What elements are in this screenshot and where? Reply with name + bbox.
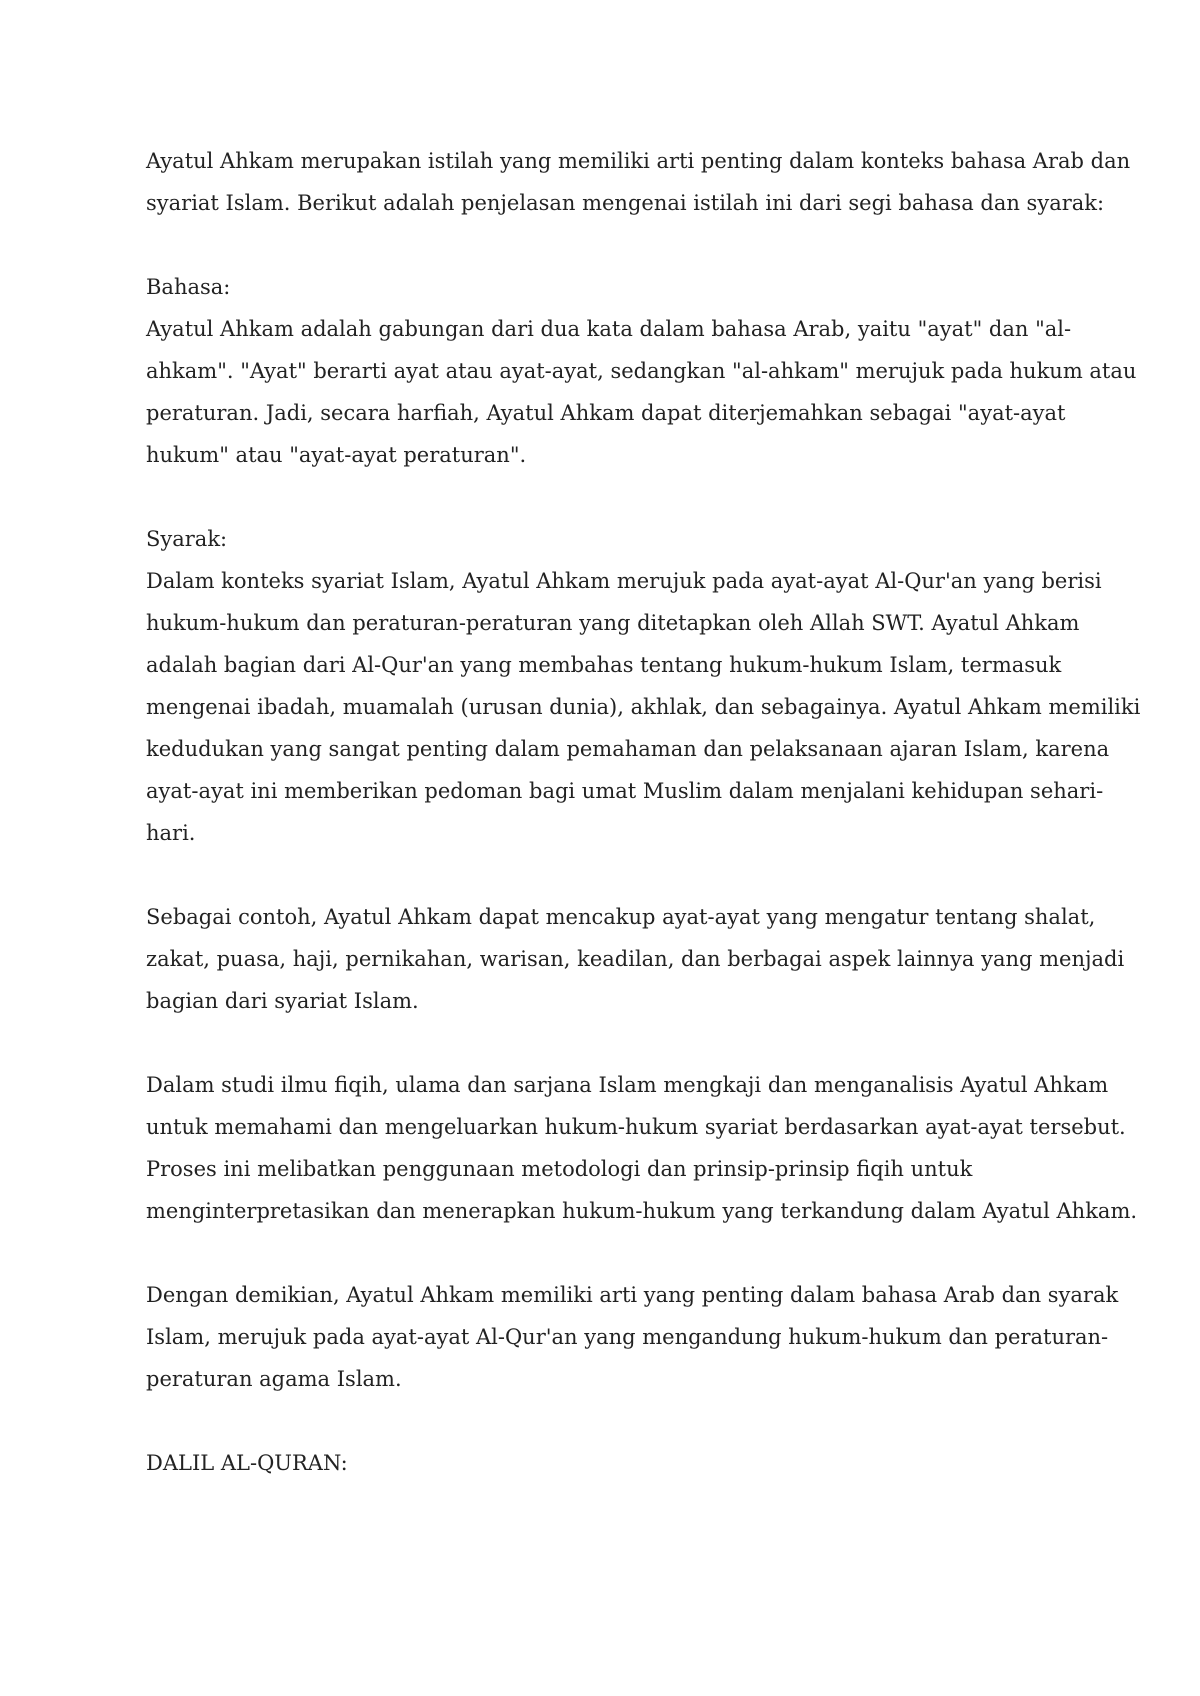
bahasa-line: hukum" atau "ayat-ayat peraturan". <box>146 443 527 467</box>
syarak-line: kedudukan yang sangat penting dalam pemahaman dan pelaksanaan ajaran Islam, karena <box>146 737 1110 761</box>
intro-paragraph <box>146 140 1131 224</box>
contoh-line: Sebagai contoh, Ayatul Ahkam dapat mencakup ayat-ayat yang mengatur tentang shalat, <box>146 905 1096 929</box>
kesimpulan-line: Islam, merujuk pada ayat-ayat Al-Qur'an yang mengandung hukum-hukum dan peraturan- <box>146 1325 1109 1349</box>
intro-line: syariat Islam. Berikut adalah penjelasan mengenai istilah ini dari segi bahasa dan syarak: <box>146 191 1105 215</box>
syarak-line: adalah bagian dari Al-Qur'an yang membahas tentang hukum-hukum Islam, termasuk <box>146 653 1062 677</box>
document-body <box>146 140 1141 1526</box>
intro-line: Ayatul Ahkam merupakan istilah yang memiliki arti penting dalam konteks bahasa Arab dan <box>146 149 1131 173</box>
bahasa-heading: Bahasa: <box>146 275 231 299</box>
syarak-line: ayat-ayat ini memberikan pedoman bagi umat Muslim dalam menjalani kehidupan sehari- <box>146 779 1104 803</box>
bahasa-line: peraturan. Jadi, secara harfiah, Ayatul Ahkam dapat diterjemahkan sebagai "ayat-ayat <box>146 401 1066 425</box>
studi-line: Proses ini melibatkan penggunaan metodologi dan prinsip-prinsip fiqih untuk <box>146 1157 973 1181</box>
syarak-line: mengenai ibadah, muamalah (urusan dunia), akhlak, dan sebagainya. Ayatul Ahkam memiliki <box>146 695 1141 719</box>
syarak-line: hari. <box>146 821 196 845</box>
dalil-section <box>146 1442 1066 1484</box>
syarak-line: hukum-hukum dan peraturan-peraturan yang ditetapkan oleh Allah SWT. Ayatul Ahkam <box>146 611 1080 635</box>
bahasa-line: ahkam". "Ayat" berarti ayat atau ayat-ayat, sedangkan "al-ahkam" merujuk pada hukum atau <box>146 359 1137 383</box>
kesimpulan-line: Dengan demikian, Ayatul Ahkam memiliki arti yang penting dalam bahasa Arab dan syarak <box>146 1283 1119 1307</box>
kesimpulan-line: peraturan agama Islam. <box>146 1367 402 1391</box>
studi-line: menginterpretasikan dan menerapkan hukum-hukum yang terkandung dalam Ayatul Ahkam. <box>146 1199 1138 1223</box>
kesimpulan-paragraph <box>146 1274 1119 1400</box>
studi-paragraph <box>146 1064 1138 1232</box>
syarak-heading: Syarak: <box>146 527 228 551</box>
bahasa-line: Ayatul Ahkam adalah gabungan dari dua kata dalam bahasa Arab, yaitu "ayat" dan "al- <box>146 317 1072 341</box>
syarak-section <box>146 518 1141 854</box>
contoh-line: bagian dari syariat Islam. <box>146 989 419 1013</box>
bahasa-section <box>146 266 1137 476</box>
contoh-paragraph <box>146 896 1125 1022</box>
syarak-line: Dalam konteks syariat Islam, Ayatul Ahkam merujuk pada ayat-ayat Al-Qur'an yang berisi <box>146 569 1102 593</box>
studi-line: untuk memahami dan mengeluarkan hukum-hukum syariat berdasarkan ayat-ayat tersebut. <box>146 1115 1126 1139</box>
contoh-line: zakat, puasa, haji, pernikahan, warisan, keadilan, dan berbagai aspek lainnya yang menjadi <box>146 947 1125 971</box>
studi-line: Dalam studi ilmu fiqih, ulama dan sarjana Islam mengkaji dan menganalisis Ayatul Ahkam <box>146 1073 1109 1097</box>
dalil-heading: DALIL AL-QURAN: <box>146 1451 348 1475</box>
